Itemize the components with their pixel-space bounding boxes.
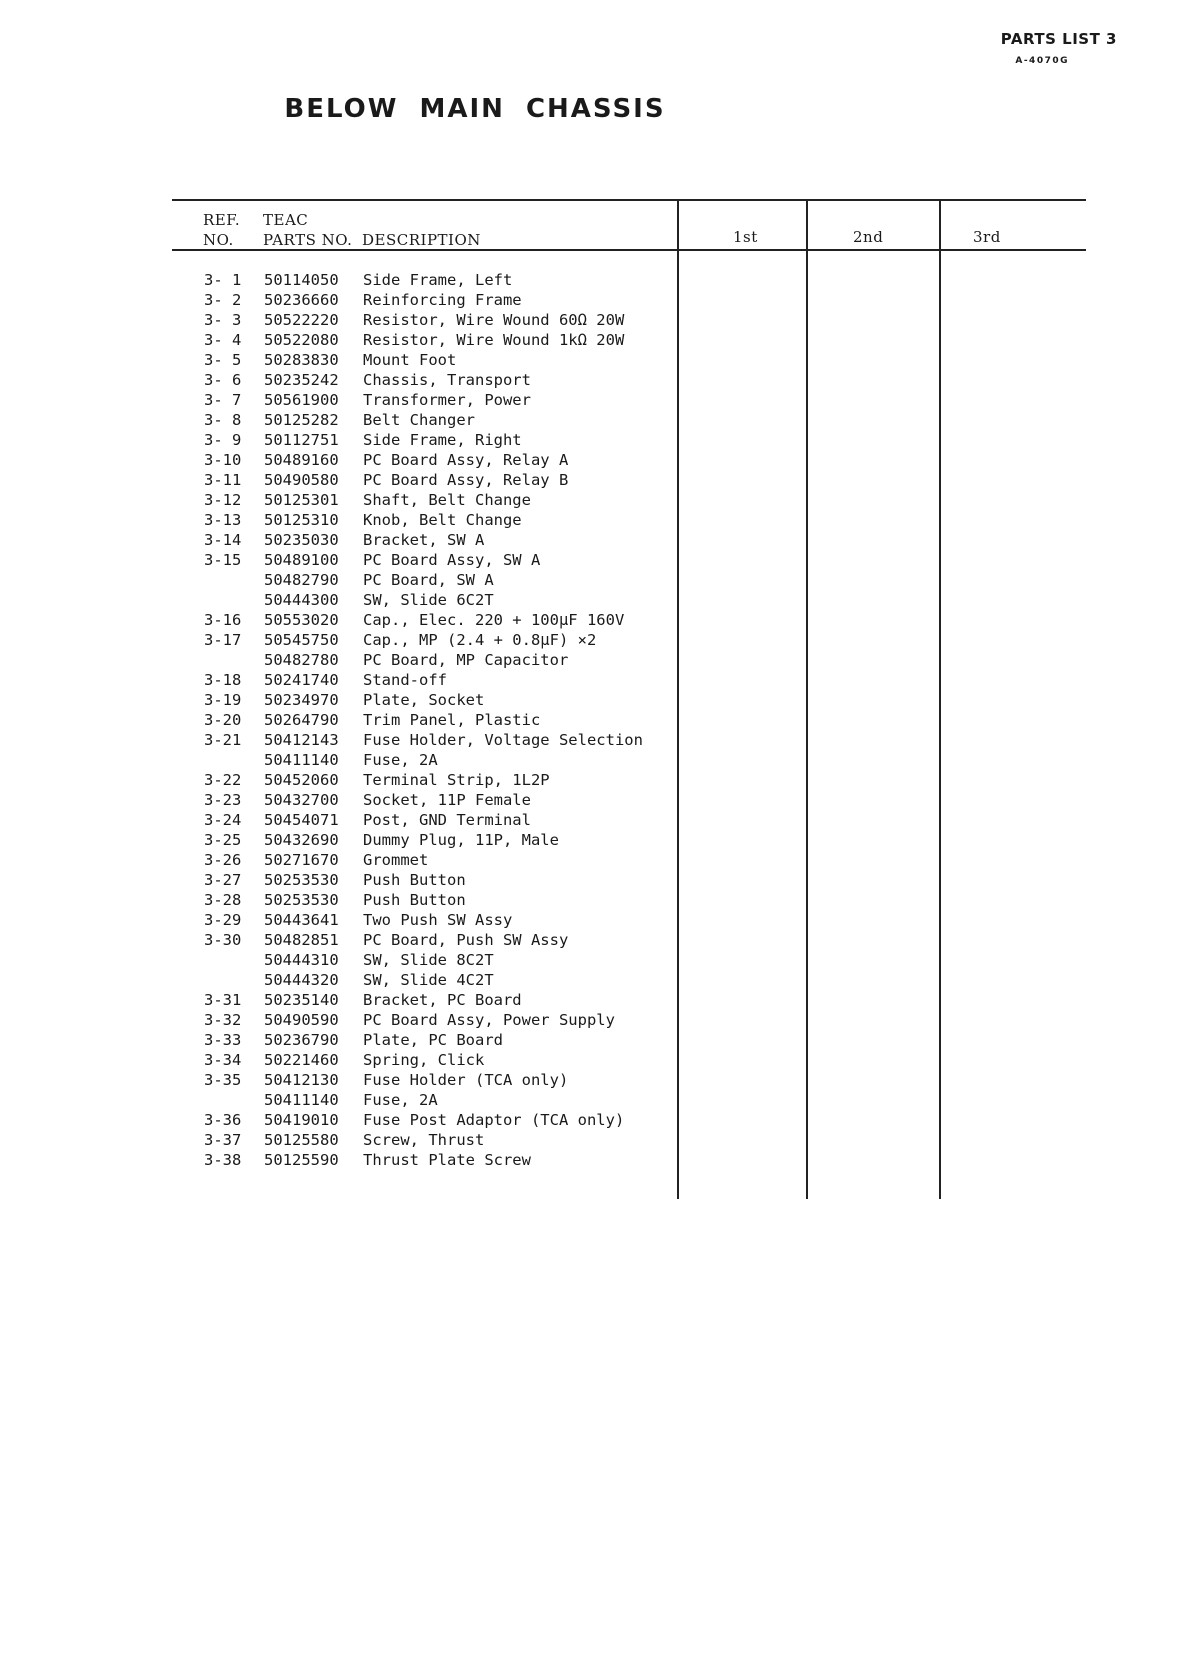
table-row [0,370,1179,390]
part-description: Trim Panel, Plastic [363,711,541,729]
part-number: 50125282 [264,411,339,429]
part-number: 50125310 [264,511,339,529]
part-description: SW, Slide 6C2T [363,591,494,609]
part-description: Mount Foot [363,351,457,369]
part-description: PC Board Assy, Relay A [363,451,569,469]
ref-number: 3-27 [204,871,242,889]
table-row [0,1130,1179,1150]
part-number: 50490580 [264,471,339,489]
table-row [0,850,1179,870]
table-row [0,950,1179,970]
header-description: DESCRIPTION [362,231,481,249]
ref-number: 3-37 [204,1131,242,1149]
ref-number: 3- 1 [204,271,242,289]
part-number: 50444310 [264,951,339,969]
table-row [0,710,1179,730]
part-number: 50236790 [264,1031,339,1049]
table-row [0,1150,1179,1170]
part-description: Plate, PC Board [363,1031,503,1049]
header-1st: 1st [733,228,758,246]
part-description: Side Frame, Right [363,431,522,449]
part-description: Cap., MP (2.4 + 0.8μF) ×2 [363,631,597,649]
part-number: 50235030 [264,531,339,549]
table-row [0,770,1179,790]
part-description: Cap., Elec. 220 + 100μF 160V [363,611,625,629]
table-row [0,570,1179,590]
part-description: Transformer, Power [363,391,531,409]
ref-number: 3-34 [204,1051,242,1069]
part-description: Fuse Holder (TCA only) [363,1071,569,1089]
part-description: Post, GND Terminal [363,811,531,829]
table-row [0,730,1179,750]
part-description: Side Frame, Left [363,271,513,289]
table-row [0,1070,1179,1090]
ref-number: 3-32 [204,1011,242,1029]
ref-number: 3-31 [204,991,242,1009]
table-row [0,290,1179,310]
table-row [0,510,1179,530]
part-description: Thrust Plate Screw [363,1151,531,1169]
header-2nd: 2nd [853,228,884,246]
table-row [0,690,1179,710]
part-description: SW, Slide 8C2T [363,951,494,969]
ref-number: 3- 5 [204,351,242,369]
ref-number: 3-15 [204,551,242,569]
part-number: 50234970 [264,691,339,709]
ref-number: 3-18 [204,671,242,689]
part-number: 50482851 [264,931,339,949]
table-row [0,390,1179,410]
part-description: Plate, Socket [363,691,485,709]
section-label: PARTS LIST 3 [1000,30,1117,48]
part-description: Resistor, Wire Wound 60Ω 20W [363,311,625,329]
ref-number: 3- 3 [204,311,242,329]
part-number: 50112751 [264,431,339,449]
part-description: Belt Changer [363,411,475,429]
part-number: 50412130 [264,1071,339,1089]
header-3rd: 3rd [973,228,1001,246]
table-row [0,610,1179,630]
model-number: A-4070G [1015,56,1069,66]
part-number: 50522080 [264,331,339,349]
part-description: Bracket, SW A [363,531,485,549]
table-row [0,670,1179,690]
part-description: Socket, 11P Female [363,791,531,809]
part-description: Fuse Holder, Voltage Selection [363,731,643,749]
part-description: Screw, Thrust [363,1131,485,1149]
ref-number: 3-16 [204,611,242,629]
part-number: 50114050 [264,271,339,289]
part-number: 50125590 [264,1151,339,1169]
table-row [0,830,1179,850]
part-description: PC Board Assy, Power Supply [363,1011,615,1029]
ref-number: 3-35 [204,1071,242,1089]
part-number: 50241740 [264,671,339,689]
table-row [0,1010,1179,1030]
part-description: Stand-off [363,671,447,689]
table-row [0,350,1179,370]
table-row [0,550,1179,570]
ref-number: 3- 9 [204,431,242,449]
header-parts-no: PARTS NO. [263,231,353,249]
part-number: 50522220 [264,311,339,329]
table-top-rule [172,199,1086,201]
ref-number: 3-26 [204,851,242,869]
part-number: 50553020 [264,611,339,629]
table-row [0,630,1179,650]
header-teac-label: TEAC [263,211,309,229]
part-number: 50454071 [264,811,339,829]
table-header-rule [172,249,1086,251]
ref-number: 3-25 [204,831,242,849]
table-row [0,330,1179,350]
ref-number: 3-11 [204,471,242,489]
ref-number: 3-12 [204,491,242,509]
part-number: 50253530 [264,891,339,909]
part-description: PC Board, SW A [363,571,494,589]
part-number: 50489160 [264,451,339,469]
table-row [0,910,1179,930]
part-number: 50283830 [264,351,339,369]
table-row [0,650,1179,670]
ref-number: 3-36 [204,1111,242,1129]
part-description: Push Button [363,891,466,909]
table-row [0,310,1179,330]
part-number: 50125301 [264,491,339,509]
table-row [0,430,1179,450]
part-number: 50432690 [264,831,339,849]
ref-number: 3-20 [204,711,242,729]
part-description: Fuse, 2A [363,751,438,769]
header-ref-label: REF. [203,211,241,229]
part-number: 50125580 [264,1131,339,1149]
part-description: Chassis, Transport [363,371,531,389]
part-number: 50419010 [264,1111,339,1129]
ref-number: 3-19 [204,691,242,709]
table-row [0,990,1179,1010]
ref-number: 3-28 [204,891,242,909]
part-number: 50444300 [264,591,339,609]
part-number: 50482780 [264,651,339,669]
part-number: 50452060 [264,771,339,789]
part-number: 50490590 [264,1011,339,1029]
table-row [0,870,1179,890]
table-row [0,810,1179,830]
part-description: Resistor, Wire Wound 1kΩ 20W [363,331,625,349]
table-row [0,590,1179,610]
part-number: 50271670 [264,851,339,869]
part-number: 50411140 [264,751,339,769]
table-row [0,470,1179,490]
part-number: 50561900 [264,391,339,409]
part-number: 50236660 [264,291,339,309]
table-row [0,1110,1179,1130]
table-row [0,1030,1179,1050]
part-number: 50489100 [264,551,339,569]
ref-number: 3-38 [204,1151,242,1169]
table-row [0,410,1179,430]
page-title: BELOW MAIN CHASSIS [284,94,666,124]
part-description: Knob, Belt Change [363,511,522,529]
part-description: Grommet [363,851,429,869]
ref-number: 3-23 [204,791,242,809]
part-number: 50235140 [264,991,339,1009]
part-description: Fuse Post Adaptor (TCA only) [363,1111,625,1129]
ref-number: 3-30 [204,931,242,949]
part-number: 50411140 [264,1091,339,1109]
part-description: Shaft, Belt Change [363,491,531,509]
table-row [0,270,1179,290]
part-number: 50443641 [264,911,339,929]
part-number: 50545750 [264,631,339,649]
part-number: 50482790 [264,571,339,589]
part-number: 50264790 [264,711,339,729]
table-row [0,1090,1179,1110]
table-row [0,450,1179,470]
part-number: 50444320 [264,971,339,989]
part-description: Push Button [363,871,466,889]
ref-number: 3- 8 [204,411,242,429]
part-description: Terminal Strip, 1L2P [363,771,550,789]
table-row [0,490,1179,510]
part-description: SW, Slide 4C2T [363,971,494,989]
ref-number: 3-13 [204,511,242,529]
table-row [0,890,1179,910]
part-description: Dummy Plug, 11P, Male [363,831,559,849]
ref-number: 3- 4 [204,331,242,349]
part-description: Two Push SW Assy [363,911,513,929]
part-description: PC Board, Push SW Assy [363,931,569,949]
table-row [0,930,1179,950]
header-ref-no: NO. [203,231,234,249]
part-description: Bracket, PC Board [363,991,522,1009]
parts-list [0,270,1179,1170]
table-row [0,790,1179,810]
part-description: Spring, Click [363,1051,485,1069]
ref-number: 3-21 [204,731,242,749]
ref-number: 3-24 [204,811,242,829]
part-description: Reinforcing Frame [363,291,522,309]
table-row [0,1050,1179,1070]
table-row [0,750,1179,770]
ref-number: 3-14 [204,531,242,549]
part-number: 50235242 [264,371,339,389]
ref-number: 3-29 [204,911,242,929]
part-description: PC Board, MP Capacitor [363,651,569,669]
part-number: 50253530 [264,871,339,889]
part-description: PC Board Assy, SW A [363,551,541,569]
ref-number: 3- 6 [204,371,242,389]
table-row [0,970,1179,990]
part-number: 50432700 [264,791,339,809]
part-number: 50221460 [264,1051,339,1069]
ref-number: 3-17 [204,631,242,649]
part-description: PC Board Assy, Relay B [363,471,569,489]
ref-number: 3-10 [204,451,242,469]
part-description: Fuse, 2A [363,1091,438,1109]
ref-number: 3-33 [204,1031,242,1049]
ref-number: 3- 2 [204,291,242,309]
part-number: 50412143 [264,731,339,749]
table-row [0,530,1179,550]
ref-number: 3- 7 [204,391,242,409]
ref-number: 3-22 [204,771,242,789]
